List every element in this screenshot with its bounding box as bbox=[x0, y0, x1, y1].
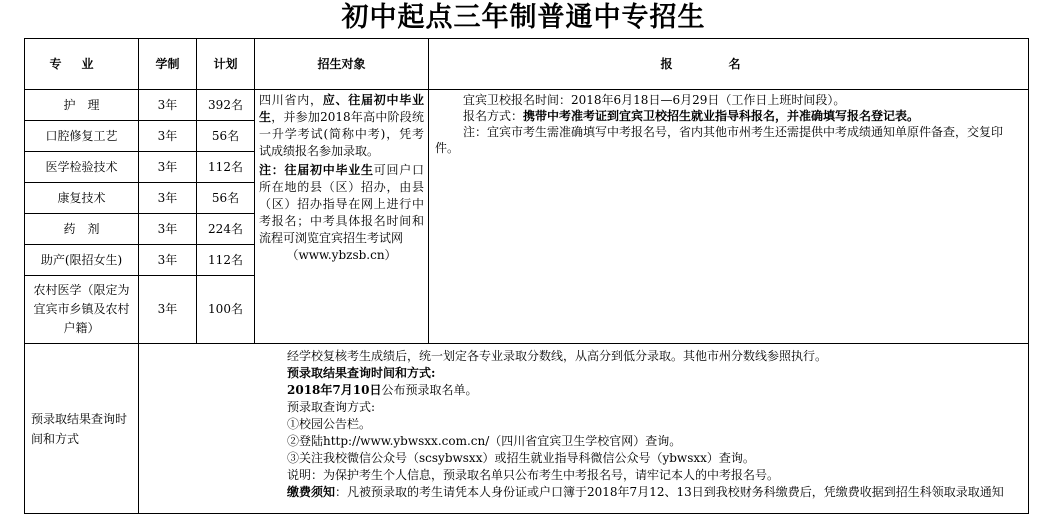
fee-notice-label: 缴费须知 bbox=[287, 485, 336, 499]
prerelease-line: 说明：为保护考生个人信息，预录取名单只公布考生中考报名号，请牢记本人的中考报名号。 bbox=[287, 468, 780, 482]
table-row bbox=[25, 90, 1029, 121]
prerelease-content bbox=[139, 344, 1029, 514]
duration-cell: 3年 bbox=[139, 121, 197, 152]
prerelease-line: 经学校复核考生成绩后，统一划定各专业录取分数线，从高分到低分录取。其他市州分数线参照执行。 bbox=[287, 349, 828, 363]
target-emphasis: 应、往届初中毕业生 bbox=[259, 93, 424, 124]
target-text: ，并参加2018年高中阶段统一升学考试(简称中考)，凭考试成绩报名参加录取。 bbox=[259, 110, 424, 158]
major-cell: 药 剂 bbox=[25, 214, 139, 245]
target-text: 四川省内， bbox=[259, 93, 323, 107]
prerelease-date-bold: 2018年7月10日 bbox=[287, 383, 382, 397]
signup-method-label: 报名方式： bbox=[463, 109, 524, 123]
major-cell: 护 理 bbox=[25, 90, 139, 121]
header-major: 专业 bbox=[25, 39, 139, 90]
plan-cell: 392名 bbox=[197, 90, 255, 121]
prerelease-line: ③关注我校微信公众号（scsybwsxx）或招生就业指导科微信公众号（ybwsxx）查询。 bbox=[287, 451, 755, 465]
duration-cell: 3年 bbox=[139, 214, 197, 245]
major-cell: 医学检验技术 bbox=[25, 152, 139, 183]
target-note-label: 注：往届初中毕业生 bbox=[259, 163, 374, 177]
major-cell: 康复技术 bbox=[25, 183, 139, 214]
plan-cell: 100名 bbox=[197, 276, 255, 344]
signup-note: 注：宜宾市考生需准确填写中考报名号，省内其他市州考生还需提供中考成绩通知单原件备查，交复印件。 bbox=[435, 125, 1004, 155]
duration-cell: 3年 bbox=[139, 183, 197, 214]
header-signup: 报名 bbox=[429, 39, 1029, 90]
signup-method-text: 携带中考准考证到宜宾卫校招生就业指导科报名，并准确填写报名登记表。 bbox=[523, 109, 920, 123]
major-cell: 农村医学（限定为宜宾市乡镇及农村户籍） bbox=[25, 276, 139, 344]
prerelease-line: ①校园公告栏。 bbox=[287, 417, 372, 431]
fee-notice bbox=[287, 484, 1022, 501]
major-cell: 助产(限招女生) bbox=[25, 245, 139, 276]
duration-cell: 3年 bbox=[139, 90, 197, 121]
plan-cell: 224名 bbox=[197, 214, 255, 245]
target-website: （www.ybzsb.cn） bbox=[286, 248, 397, 262]
plan-cell: 112名 bbox=[197, 245, 255, 276]
prerelease-date-text: 公布预录取名单。 bbox=[381, 383, 478, 397]
page-title: 初中起点三年制普通中专招生 bbox=[341, 2, 706, 33]
signup-method bbox=[435, 108, 1022, 124]
header-duration: 学制 bbox=[139, 39, 197, 90]
prerelease-label: 预录取结果查询时间和方式 bbox=[25, 344, 139, 514]
plan-cell: 112名 bbox=[197, 152, 255, 183]
target-cell bbox=[255, 90, 429, 344]
fee-notice-text: ：凡被预录取的考生请凭本人身份证或户口簿于2018年7月12、13日到我校财务科缴费后，凭缴费收据到招生科领取录取通知 bbox=[335, 485, 1004, 499]
plan-cell: 56名 bbox=[197, 183, 255, 214]
header-target: 招生对象 bbox=[255, 39, 429, 90]
header-plan: 计划 bbox=[197, 39, 255, 90]
prerelease-heading: 预录取结果查询时间和方式: bbox=[287, 366, 436, 380]
duration-cell: 3年 bbox=[139, 245, 197, 276]
target-note-text: 可回户口所在地的县（区）招办，由县（区）招办指导在网上进行中考报名；中考具体报名时间和流程可浏览宜宾招生考试网 bbox=[259, 163, 424, 245]
admission-table bbox=[24, 38, 1029, 514]
major-cell: 口腔修复工艺 bbox=[25, 121, 139, 152]
signup-time: 宜宾卫校报名时间：2018年6月18日—6月29日（工作日上班时间段）。 bbox=[463, 93, 846, 107]
plan-cell: 56名 bbox=[197, 121, 255, 152]
prerelease-date bbox=[287, 382, 1022, 399]
prerelease-row bbox=[25, 344, 1029, 514]
duration-cell: 3年 bbox=[139, 152, 197, 183]
header-row bbox=[25, 39, 1029, 90]
duration-cell: 3年 bbox=[139, 276, 197, 344]
prerelease-line: ②登陆http://www.ybwsxx.com.cn/（四川省宜宾卫生学校官网）查询。 bbox=[287, 434, 682, 448]
signup-cell bbox=[429, 90, 1029, 344]
prerelease-line: 预录取查询方式: bbox=[287, 400, 376, 414]
